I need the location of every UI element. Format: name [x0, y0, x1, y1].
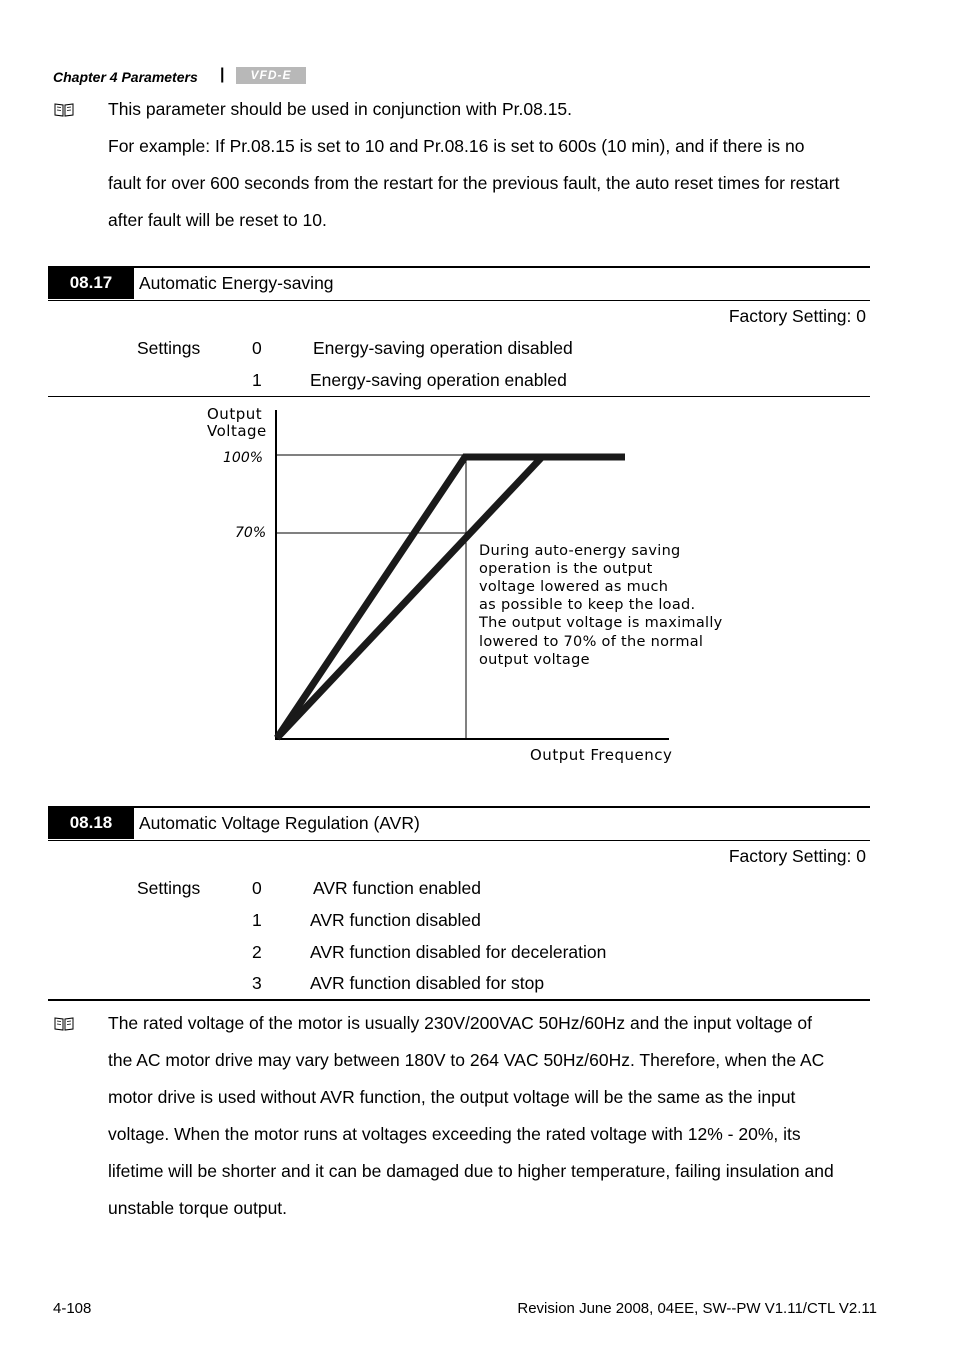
avr-line: voltage. When the motor runs at voltages exceeding the rated voltage with 12% - 20%, its — [108, 1124, 801, 1144]
param-0817-top-rule — [48, 266, 870, 268]
param-0818-factory-setting: Factory Setting: 0 — [728, 846, 866, 866]
note-line: lowered to 70% of the normal — [479, 634, 704, 650]
setting-value: 2 — [252, 942, 262, 962]
avr-line: unstable torque output. — [108, 1198, 288, 1218]
setting-label: AVR function disabled for stop — [310, 973, 545, 993]
avr-paragraph — [108, 1005, 888, 1227]
header-separator: | — [220, 66, 225, 83]
avr-line: The rated voltage of the motor is usually 230V/200VAC 50Hz/60Hz and the input voltage of — [108, 1013, 812, 1033]
tick-label-70: 70% — [235, 525, 267, 541]
setting-label: AVR function enabled — [313, 878, 481, 898]
setting-value: 1 — [252, 370, 262, 390]
revision-info: Revision June 2008, 04EE, SW--PW V1.11/CTL V2.11 — [517, 1300, 877, 1317]
note-line: output voltage — [479, 652, 590, 668]
note-line: voltage lowered as much — [479, 579, 669, 595]
param-0817-settings-label: Settings — [137, 338, 201, 358]
param-0817-title-rule — [48, 300, 870, 301]
note-line: operation is the output — [479, 561, 653, 577]
y-axis-label-line1: Output — [207, 405, 263, 423]
tick-label-100: 100% — [223, 450, 264, 466]
intro-line: This parameter should be used in conjunction with Pr.08.15. — [108, 99, 573, 119]
param-0818-settings-label: Settings — [137, 878, 201, 898]
intro-line: after fault will be reset to 10. — [108, 210, 327, 230]
setting-label: Energy-saving operation disabled — [313, 338, 573, 358]
param-0818-end-rule — [48, 999, 870, 1001]
setting-value: 0 — [252, 878, 262, 898]
setting-label: AVR function disabled — [310, 910, 481, 930]
note-line: The output voltage is maximally — [479, 615, 723, 631]
param-0817-title: Automatic Energy-saving — [139, 273, 334, 293]
intro-line: For example: If Pr.08.15 is set to 10 and Pr.08.16 is set to 600s (10 min), and if there is no — [108, 136, 805, 156]
param-0817-code: 08.17 — [48, 267, 134, 299]
avr-line: the AC motor drive may vary between 180V to 264 VAC 50Hz/60Hz. Therefore, when the AC — [108, 1050, 825, 1070]
page-number: 4-108 — [53, 1300, 92, 1317]
param-0817-end-rule — [48, 396, 870, 397]
chapter-title: Chapter 4 Parameters — [53, 69, 198, 85]
book-icon — [54, 1016, 74, 1032]
energy-saving-diagram — [195, 400, 755, 775]
avr-line: lifetime will be shorter and it can be damaged due to higher temperature, failing insulation and — [108, 1161, 834, 1181]
param-0818-title: Automatic Voltage Regulation (AVR) — [139, 813, 420, 833]
param-0818-title-rule — [48, 840, 870, 841]
avr-line: motor drive is used without AVR function, the output voltage will be the same as the input — [108, 1087, 796, 1107]
setting-value: 1 — [252, 910, 262, 930]
book-icon — [54, 102, 74, 118]
param-0818-top-rule — [48, 806, 870, 808]
setting-value: 3 — [252, 973, 262, 993]
note-line: During auto-energy saving — [479, 543, 681, 559]
setting-value: 0 — [252, 338, 262, 358]
y-axis-label-line2: Voltage — [207, 422, 267, 440]
setting-label: Energy-saving operation enabled — [310, 370, 567, 390]
param-0817-factory-setting: Factory Setting: 0 — [728, 306, 866, 326]
param-0818-code: 08.18 — [48, 807, 134, 839]
x-axis-label: Output Frequency — [530, 746, 673, 764]
note-line: as possible to keep the load. — [479, 597, 696, 613]
intro-paragraph — [108, 91, 888, 239]
setting-label: AVR function disabled for deceleration — [310, 942, 607, 962]
intro-line: fault for over 600 seconds from the restart for the previous fault, the auto reset times for restart — [108, 173, 840, 193]
product-logo: VFD-E — [236, 67, 306, 84]
